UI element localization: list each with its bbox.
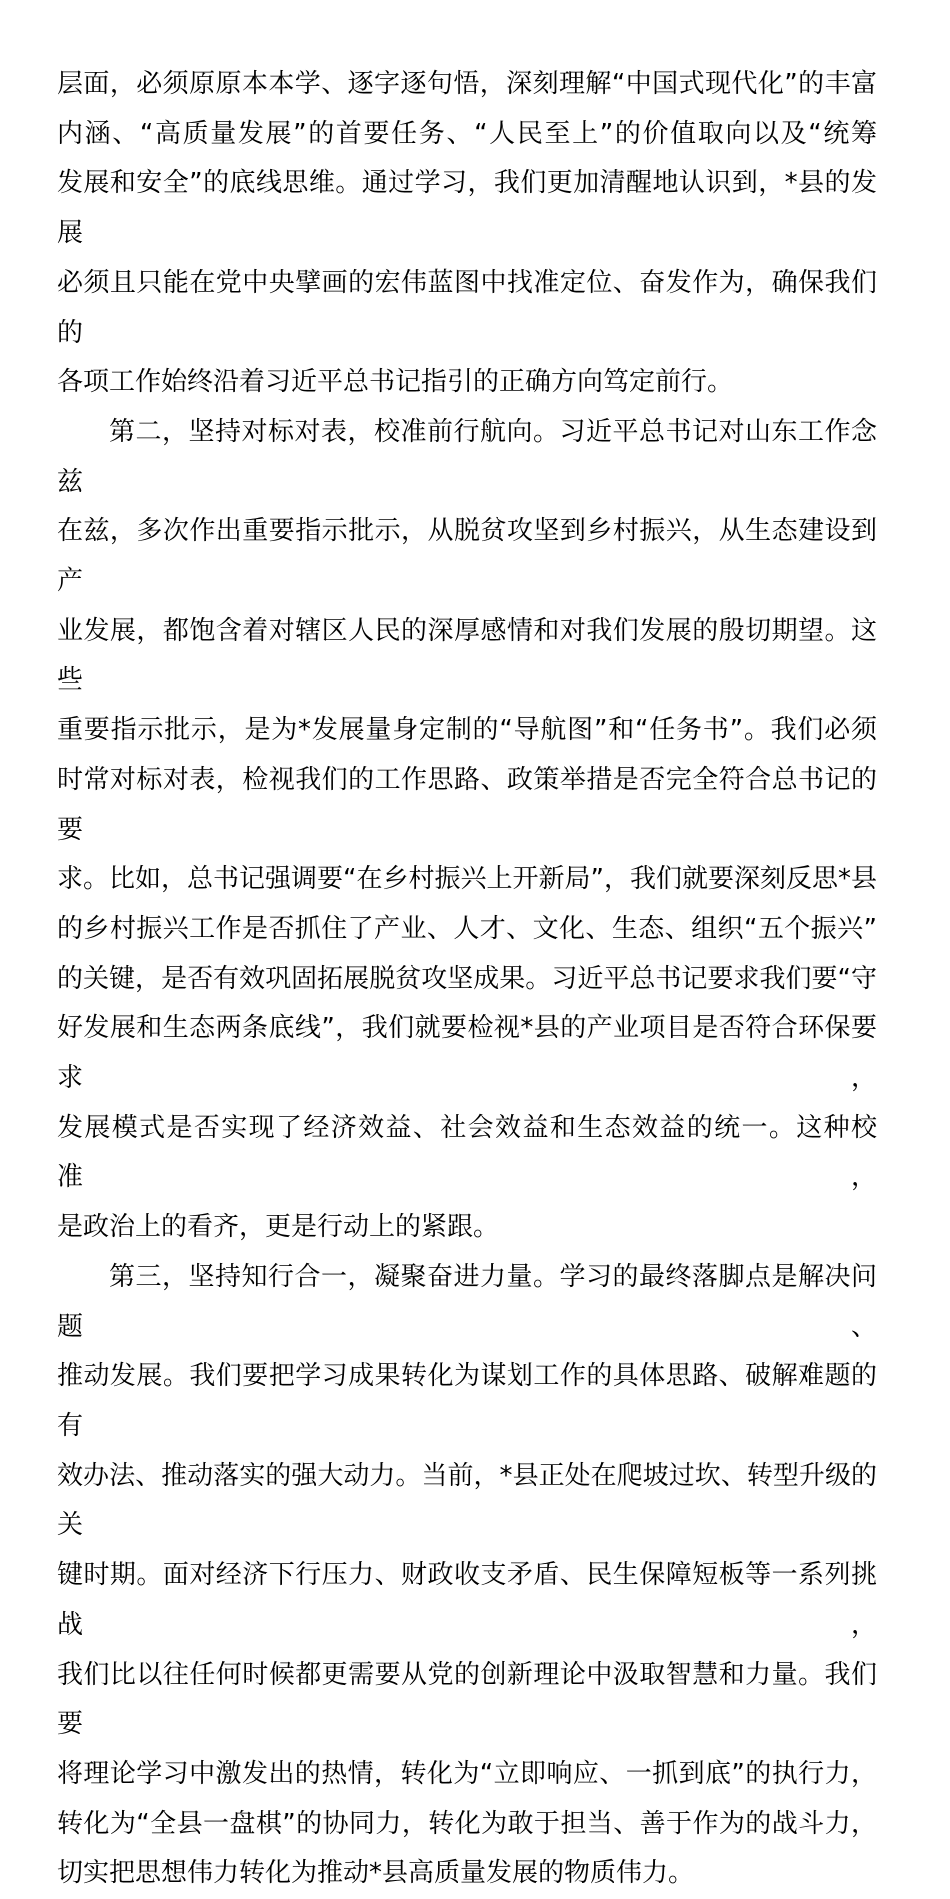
text-line: 推动发展。我们要把学习成果转化为谋划工作的具体思路、破解难题的有 (57, 1361, 877, 1441)
text-line: 好发展和生态两条底线”，我们就要检视*县的产业项目是否符合环保要求， (57, 1013, 877, 1094)
text-line: 业发展，都饱含着对辖区人民的深厚感情和对我们发展的殷切期望。这些 (57, 615, 877, 696)
text-line: 第二，坚持对标对表，校准前行航向。习近平总书记对山东工作念兹 (57, 416, 877, 497)
text-line: 是政治上的看齐，更是行动上的紧跟。 (57, 1212, 500, 1243)
text-line: 将理论学习中激发出的热情，转化为“立即响应、一抓到底”的执行力， (57, 1758, 877, 1789)
paragraph (57, 408, 877, 1253)
text-line: 求。比如，总书记强调要“在乡村振兴上开新局”，我们就要深刻反思*县 (57, 864, 877, 895)
text-line: 层面，必须原原本本学、逐字逐句悟，深刻理解“中国式现代化”的丰富 (57, 69, 877, 99)
text-line: 发展和安全”的底线思维。通过学习，我们更加清醒地认识到，*县的发展 (57, 168, 877, 249)
text-line: 内涵、“高质量发展”的首要任务、“人民至上”的价值取向以及“统筹 (57, 118, 877, 149)
text-line: 时常对标对表，检视我们的工作思路、政策举措是否完全符合总书记的要 (57, 764, 877, 845)
text-line: 的乡村振兴工作是否抓住了产业、人才、文化、生态、组织“五个振兴” (57, 913, 877, 944)
text-line: 效办法、推动落实的强大动力。当前，*县正处在爬坡过坎、转型升级的关 (57, 1460, 877, 1541)
text-line: 切实把思想伟力转化为推动*县高质量发展的物质伟力。 (57, 1858, 695, 1889)
text-line: 转化为“全县一盘棋”的协同力，转化为敢于担当、善于作为的战斗力， (57, 1808, 877, 1839)
document-body (57, 60, 877, 1899)
text-line: 重要指示批示，是为*发展量身定制的“导航图”和“任务书”。我们必须 (57, 715, 877, 746)
paragraph (57, 1253, 877, 1899)
text-line: 必须且只能在党中央擘画的宏伟蓝图中找准定位、奋发作为，确保我们的 (57, 267, 877, 348)
text-line: 我们比以往任何时候都更需要从党的创新理论中汲取智慧和力量。我们要 (57, 1659, 877, 1740)
paragraph (57, 60, 877, 408)
text-line: 各项工作始终沿着习近平总书记指引的正确方向笃定前行。 (57, 367, 734, 398)
text-line: 发展模式是否实现了经济效益、社会效益和生态效益的统一。这种校准， (57, 1112, 877, 1193)
text-line: 键时期。面对经济下行压力、财政收支矛盾、民生保障短板等一系列挑战， (57, 1560, 877, 1640)
text-line: 在兹，多次作出重要指示批示，从脱贫攻坚到乡村振兴，从生态建设到产 (57, 516, 877, 597)
text-line: 的关键，是否有效巩固拓展脱贫攻坚成果。习近平总书记要求我们要“守 (57, 963, 877, 994)
text-line: 第三，坚持知行合一，凝聚奋进力量。学习的最终落脚点是解决问题、 (57, 1261, 877, 1342)
